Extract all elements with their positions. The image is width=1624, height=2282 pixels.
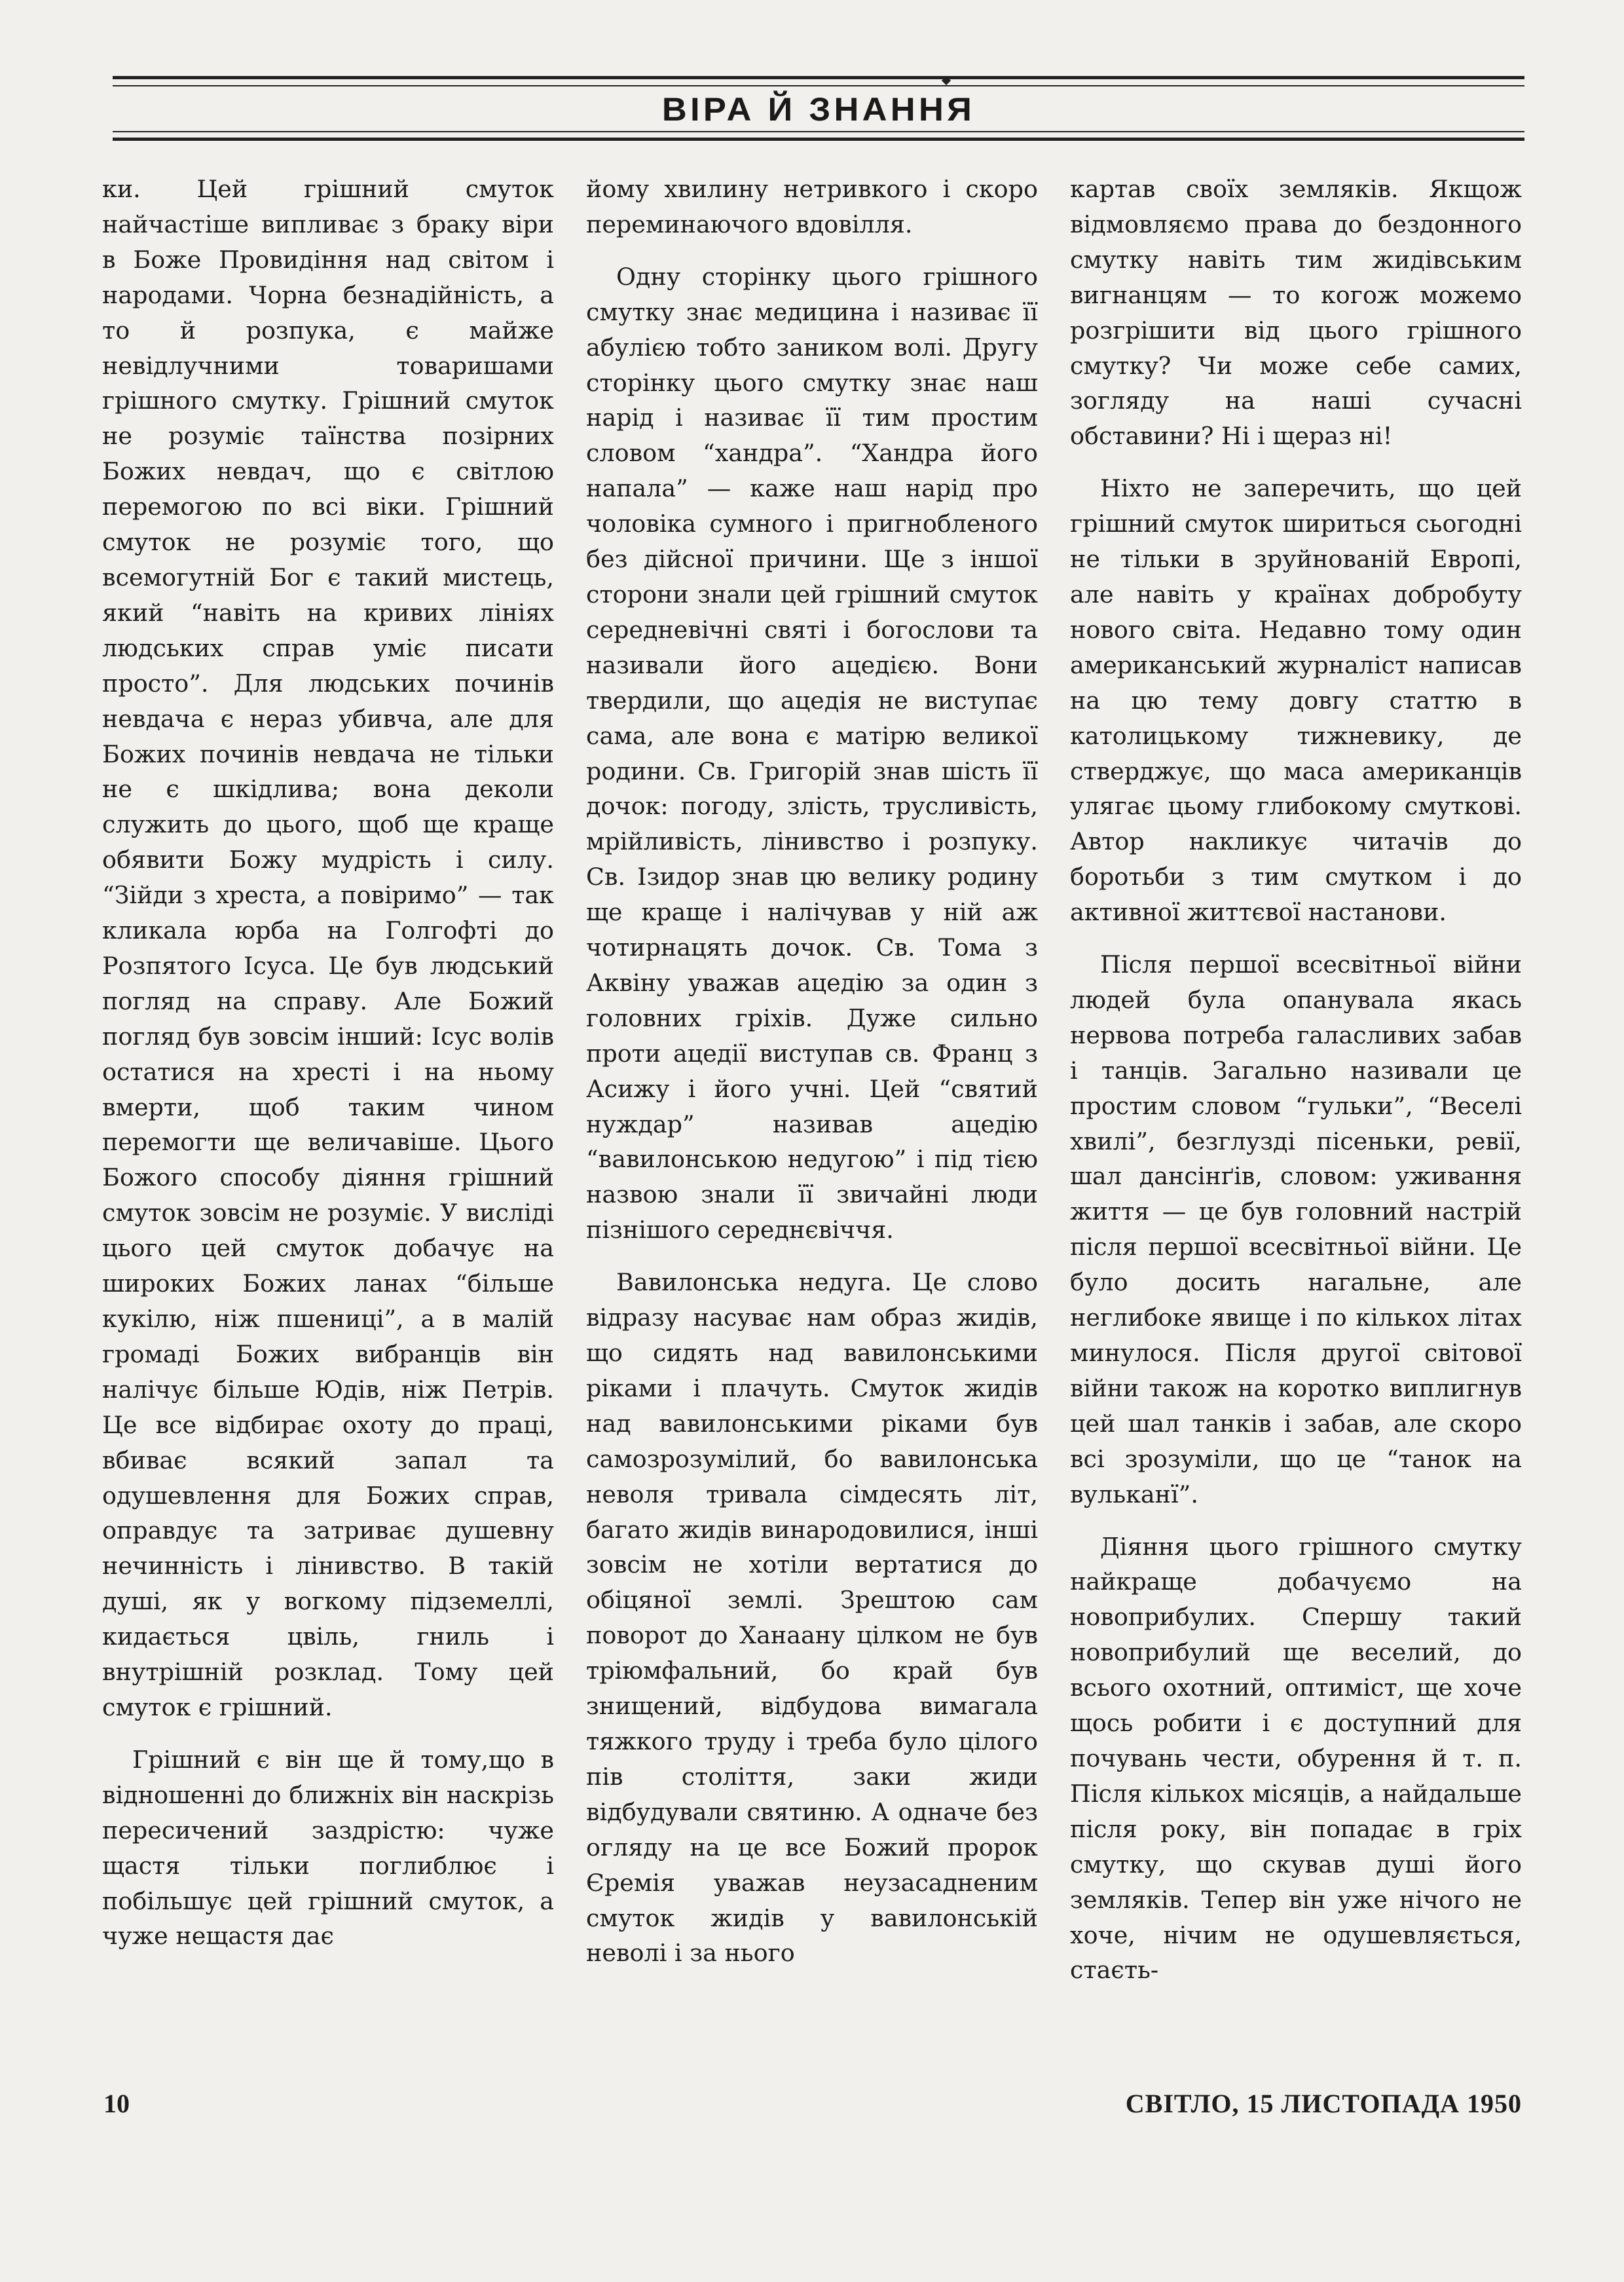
section-title: ВІРА Й ЗНАННЯ [661,91,976,128]
paragraph: картав своїх земляків. Якщож відмовляємо права до бездонного смутку навіть тим жидівським вигнанцям — то когож можемо розгрішити від цього грішного смутку? Чи може себе самих, зогляду на наші сучасні обставини? Ні і щераз ні! [1070,175,1522,451]
article-column-2 [586,172,1038,1971]
paragraph: Грішний є він ще й тому,що в відношенні до ближніх він наскрізь пересичений заздрістю: чуже щастя тільки поглиблює і побільшує цей грішний смуток, а чуже нещастя дає [102,1745,554,1951]
page-number: 10 [103,2089,130,2118]
paragraph: Після першої всесвітньої війни людей була опанувала якась нервова потреба галасливих забав і танців. Загально називали це простим словом “гульки”, “Веселі хвилі”, безглузді пісеньки, ревії, шал дансінґів, словом: уживання життя — це був головний настрій після першої всесвітньої війни. Це було досить нагальне, але неглибоке явище і по кількох літах минулося. Після другої світової війни також на коротко виплигнув цей шал танків і забав, але скоро всі зрозуміли, що це “танок на вульканї”. [1070,950,1522,1508]
header-rule-bottom-thick [113,138,1524,141]
paragraph: ки. Цей грішний смуток найчастіше випливає з браку віри в Боже Провидіння над світом і народами. Чорна безнадійність, а то й розпука, є майже невідлучними товаришами грішного смутку. Грішний смуток не розуміє таїнства позірних Божих невдач, що є світлою перемогою по всі віки. Грішний смуток не розуміє того, що всемогутній Бог є такий мистець, який “навіть на кривих лініях людських справ уміє писати просто”. Для людських починів невдача є нераз убивча, але для Божих починів невдача не тільки не є шкідлива; вона деколи служить до цього, щоб ще краще обявити Божу мудрість і силу. “Зійди з хреста, а повіримо” — так кликала юрба на Голгофті до Розпятого Ісуса. Це був людський погляд на справу. Але Божий погляд був зовсім інший: Ісус волів остатися на хресті і на ньому вмерти, щоб таким чином перемогти ще величавіше. Цього Божого способу діяння грішний смуток зовсім не розуміє. У висліді цього цей смуток добачує на широких Божих ланах “більше кукілю, ніж пшениці”, а в малій громаді Божих вибранців він налічує більше Юдів, ніж Петрів. Це все відбирає охоту до праці, вбиває всякий запал та одушевлення для Божих справ, оправдує та затриває душевну нечинність і лінивство. В такій душі, як у вогкому підземеллі, кидається цвіль, гниль і внутрішній розклад. Тому цей смуток є грішний. [102,175,554,1721]
paragraph: Діяння цього грішного смутку найкраще добачуємо на новоприбулих. Спершу такий новоприбулий ще веселий, до всього охотний, оптиміст, ще хоче щось робити і є доступний для почувань чести, обурення й т. п. Після кількох місяців, а найдальше після року, він попадає в гріх смутку, що скував душі його земляків. Тепер він уже нічого не хоче, нічим не одушевляється, стаєть- [1070,1532,1522,1985]
paragraph: Одну сторінку цього грішного смутку знає медицина і називає її абулією тобто заником волі. Другу сторінку цього смутку знає наш нарід і називає її тим простим словом “хандра”. “Хандра його напала” — каже наш нарід про чоловіка сумного і пригнобленого без дійсної причини. Ще з іншої сторони знали цей грішний смуток середневічні святі і богослови та називали його ацедією. Вони твердили, що ацедія не виступає сама, але вона є матірю великої родини. Св. Григорій знав шість її дочок: погоду, злість, трусливість, мрійливість, лінивство і розпуку. Св. Ізидор знав цю велику родину ще краще і налічував у ній аж чотирнацять дочок. Св. Тома з Аквіну уважав ацедію за один з головних гріхів. Дуже сильно проти ацедії виступав св. Франц з Асижу і його учні. Цей “святий нуждар” називав ацедію “вавилонською недугою” і під тією назвою знали її звичайні люди пізнішого середнєвіччя. [586,262,1038,1244]
article-column-3 [1070,172,1522,1988]
paragraph: йому хвилину нетривкого і скоро переминаючого вдовілля. [586,175,1038,238]
header-rule-bottom-thin [113,131,1524,132]
article-column-1 [102,172,554,1954]
paragraph: Вавилонська недуга. Це слово відразу насуває нам образ жидів, що сидять над вавилонськими ріками і плачуть. Смуток жидів над вавилонськими ріками був самозрозумілий, бо вавилонська неволя тривала сімдесять літ, багато жидів винародовилися, інші зовсім не хотіли вертатися до обіцяної землі. Зрештою сам поворот до Ханаану цілком не був тріюмфальний, бо край був знищений, відбудова вимагала тяжкого труду і треба було цілого пів століття, заки жиди відбудували святиню. А одначе без огляду на це все Божий пророк Єремія уважав неузасадненим смуток жидів у вавилонській неволі і за нього [586,1268,1038,1968]
issue-date: СВІТЛО, 15 ЛИСТОПАДА 1950 [1125,2089,1522,2118]
header-rule-top-thin [113,85,1524,86]
header-rule-top-thick [113,76,1524,79]
paragraph: Ніхто не заперечить, що цей грішний смуток шириться сьогодні не тільки в зруйнованій Европі, але навіть у країнах добробуту нового світа. Недавно тому один американський журналіст написав на цю тему довгу статтю в католицькому тижневику, де стверджує, що маса американців улягає цьому глибокому смуткові. Автор накликує читачів до боротьби з тим смутком і до активної життєвої настанови. [1070,474,1522,927]
